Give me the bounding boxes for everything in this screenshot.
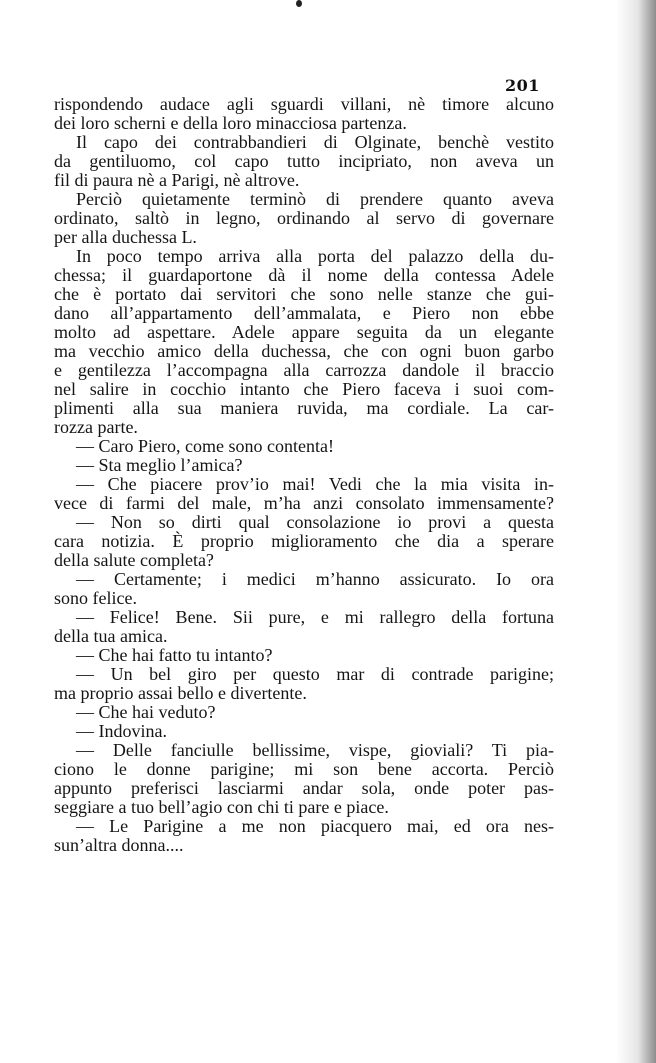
text-line: — Felice! Bene. Sii pure, e mi rallegro della fortuna [76, 607, 554, 627]
text-line: seggiare a tuo bell’agio con chi ti pare e piace. [54, 797, 389, 817]
text-line: — Certamente; i medici m’hanno assicurato. Io ora [76, 569, 554, 589]
text-line: — Che hai fatto tu intanto? [76, 645, 273, 665]
text-line: ma vecchio amico della duchessa, che con ogni buon garbo [54, 341, 554, 361]
text-line: — Che piacere prov’io mai! Vedi che la mia visita in- [76, 474, 554, 494]
text-line: chessa; il guardaportone dà il nome della contessa Adele [54, 265, 554, 285]
text-line: — Non so dirti qual consolazione io provi a questa [76, 512, 554, 532]
text-line: della tua amica. [54, 626, 168, 646]
text-line: fil di paura nè a Parigi, nè altrove. [54, 170, 300, 190]
text-line: appunto preferisci lasciarmi andar sola, onde poter pas- [54, 778, 554, 798]
text-line: sun’altra donna.... [54, 835, 184, 855]
text-line: — Sta meglio l’amica? [76, 455, 243, 475]
text-line: Il capo dei contrabbandieri di Olginate, benchè vestito [76, 132, 554, 152]
text-line: ciono le donne parigine; mi son bene accorta. Perciò [54, 759, 554, 779]
text-line: — Le Parigine a me non piacquero mai, ed ora nes- [76, 816, 554, 836]
body-text [54, 95, 554, 855]
text-line: vece di farmi del male, m’ha anzi consolato immensamente? [54, 493, 554, 513]
text-line: molto ad aspettare. Adele appare seguita da un elegante [54, 322, 554, 342]
text-line: dano all’appartamento dell’ammalata, e Piero non ebbe [54, 303, 554, 323]
text-line: rozza parte. [54, 417, 138, 437]
page-gutter-shadow [616, 0, 656, 1063]
text-line: — Un bel giro per questo mar di contrade parigine; [76, 664, 554, 684]
text-line: rispondendo audace agli sguardi villani, nè timore alcuno [54, 94, 554, 114]
text-line: — Indovina. [76, 721, 167, 741]
page-number: 201 [505, 76, 540, 95]
text-line: Perciò quietamente terminò di prendere quanto aveva [76, 189, 554, 209]
text-line: — Che hai veduto? [76, 702, 216, 722]
text-line: della salute completa? [54, 550, 214, 570]
text-line: dei loro scherni e della loro minacciosa partenza. [54, 113, 407, 133]
text-line: ma proprio assai bello e divertente. [54, 683, 307, 703]
text-line: nel salire in cocchio intanto che Piero faceva i suoi com- [54, 379, 554, 399]
text-line: che è portato dai servitori che sono nelle stanze che gui- [54, 284, 554, 304]
ink-speck [296, 0, 302, 7]
text-line: ordinato, saltò in legno, ordinando al servo di governare [54, 208, 554, 228]
text-line: cara notizia. È proprio miglioramento che dia a sperare [54, 531, 554, 551]
text-line: per alla duchessa L. [54, 227, 197, 247]
text-line: sono felice. [54, 588, 137, 608]
text-line: da gentiluomo, col capo tutto incipriato, non aveva un [54, 151, 554, 171]
text-line: — Caro Piero, come sono contenta! [76, 436, 334, 456]
text-line: plimenti alla sua maniera ruvida, ma cordiale. La car- [54, 398, 554, 418]
text-line: In poco tempo arriva alla porta del palazzo della du- [76, 246, 554, 266]
text-line: e gentilezza l’accompagna alla carrozza dandole il braccio [54, 360, 554, 380]
text-line: — Delle fanciulle bellissime, vispe, gioviali? Ti pia- [76, 740, 554, 760]
